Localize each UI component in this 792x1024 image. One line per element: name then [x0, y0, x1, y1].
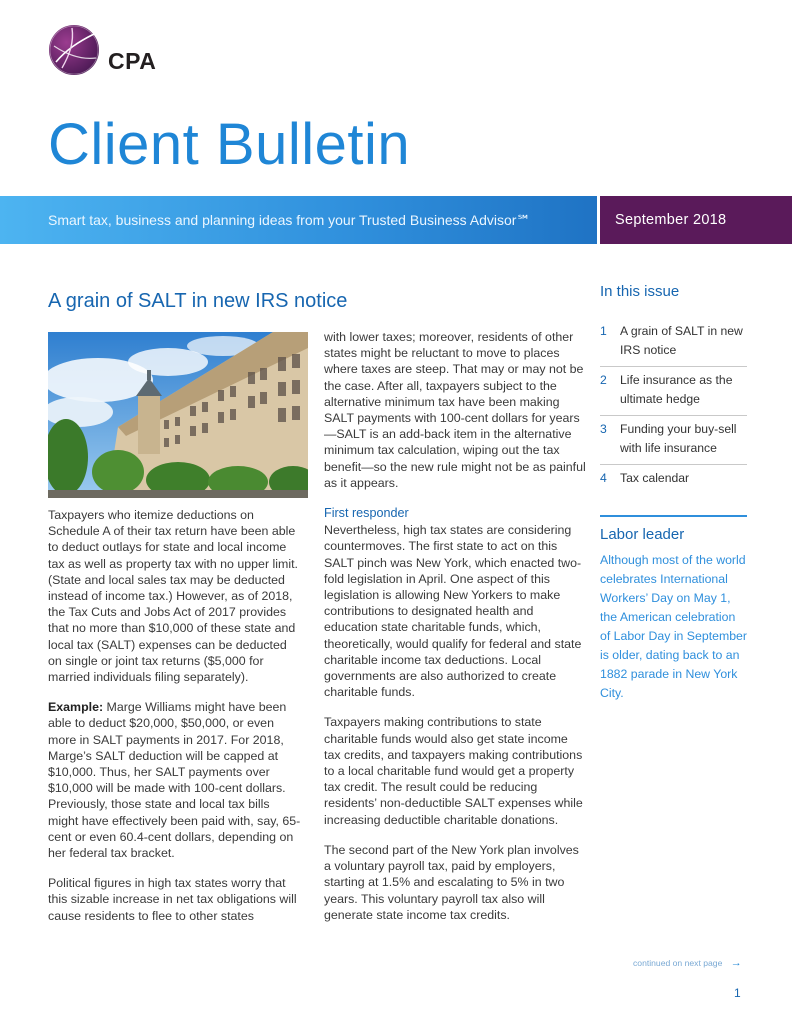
col2-paragraph-2: Nevertheless, high tax states are considering countermoves. The first state to act on this SALT pinch was New York, which enacted two-fold legislation in April. One aspect of this legislation is allowing New Yorkers to make contributions to designated health and education state charitable funds, which, theoretically, would qualify for federal and state charitable income tax deductions. Local governments are also authorized to create charitable funds.	[324, 523, 582, 700]
toc-item-number: 3	[600, 422, 607, 436]
banner-tagline: Smart tax, business and planning ideas from your Trusted Business Advisor℠	[48, 212, 531, 228]
toc-item-number: 4	[600, 471, 607, 485]
labor-leader-title: Labor leader	[600, 526, 685, 543]
sidebar-divider	[600, 515, 747, 517]
col2-paragraph-3: Taxpayers making contributions to state charitable funds would also get state income tax credits, and taxpayers making contributions to a local charitable fund would get a property tax credit. The result could be reducing residents’ non-deductible SALT expenses while increasing deductible charitable donations.	[324, 715, 583, 827]
page-title: Client Bulletin	[48, 112, 411, 177]
toc-item-label: Tax calendar	[620, 471, 690, 485]
issue-date: September 2018	[615, 212, 727, 228]
toc-item-label: A grain of SALT in new IRS notice	[620, 324, 743, 357]
continued-link[interactable]	[633, 957, 742, 969]
toc-item-label: Life insurance as the ultimate hedge	[620, 373, 733, 406]
government-building-image	[48, 332, 308, 498]
example-label: Example:	[48, 700, 104, 715]
toc-item[interactable]	[600, 464, 747, 494]
col1-example-paragraph	[48, 699, 302, 861]
article-column-1	[48, 507, 302, 938]
logo-text: CPA	[108, 48, 157, 74]
toc-item-label: Funding your buy-sell with life insurance	[620, 422, 737, 455]
table-of-contents	[600, 318, 747, 494]
col2-paragraph-1: with lower taxes; moreover, residents of other states might be reluctant to move to places where taxes are steep. That may or may not be the case. After all, taxpayers subject to the alternative minimum tax have been making SALT payments with 100-cent dollars for years—SALT is an add-back item in the alternative minimum tax calculation, wiping out the tax benefit—so the new rule might not be as painful as it appears.	[324, 330, 586, 490]
toc-item[interactable]	[600, 415, 747, 464]
toc-item-number: 1	[600, 324, 607, 338]
example-text: Marge Williams might have been able to deduct $20,000, $50,000, or even more in SALT payments in 2017. For 2018, Marge’s SALT deduction will be capped at $10,000. Thus, her SALT payments over $10,000 will be made with 100-cent dollars. Previously, those state and local tax bills might have effectively been paid with, say, 65-cent or even 60.4-cent dollars, depending on her federal tax bracket.	[48, 700, 301, 861]
article-headline: A grain of SALT in new IRS notice	[48, 290, 348, 312]
toc-item-number: 2	[600, 373, 607, 387]
article-column-2	[324, 329, 586, 937]
toc-item[interactable]	[600, 366, 747, 415]
col1-paragraph-1: Taxpayers who itemize deductions on Schedule A of their tax return have been able to deduct outlays for state and local income tax as well as property tax with no upper limit. (State and local sales tax may be deducted instead of income tax.) However, as of 2018, the Tax Cuts and Jobs Act of 2017 provides that no more than $10,000 of these state and local tax (SALT) expenses can be deducted on single or joint tax returns ($5,000 for married individuals filing separately).	[48, 508, 298, 685]
toc-item[interactable]	[600, 318, 747, 366]
subhead-first-responder: First responder	[324, 506, 409, 521]
page-number: 1	[734, 986, 741, 1000]
article-photo	[48, 332, 308, 498]
continued-text: continued on next page	[633, 958, 723, 968]
col1-paragraph-3: Political figures in high tax states worry that this sizable increase in net tax obligations will cause residents to flee to other states	[48, 876, 297, 923]
cpa-logo	[48, 24, 178, 78]
arrow-right-icon: →	[730, 957, 742, 969]
cpa-globe-icon	[48, 24, 100, 76]
toc-title: In this issue	[600, 283, 680, 300]
col2-paragraph-4: The second part of the New York plan involves a voluntary payroll tax, paid by employers, starting at 1.5% and escalating to 5% in two years. This voluntary payroll tax also will generate state income tax credits.	[324, 842, 579, 922]
labor-leader-text: Although most of the world celebrates International Workers’ Day on May 1, the American celebration of Labor Day in September is older, dating back to an 1882 parade in New York City.	[600, 553, 747, 700]
